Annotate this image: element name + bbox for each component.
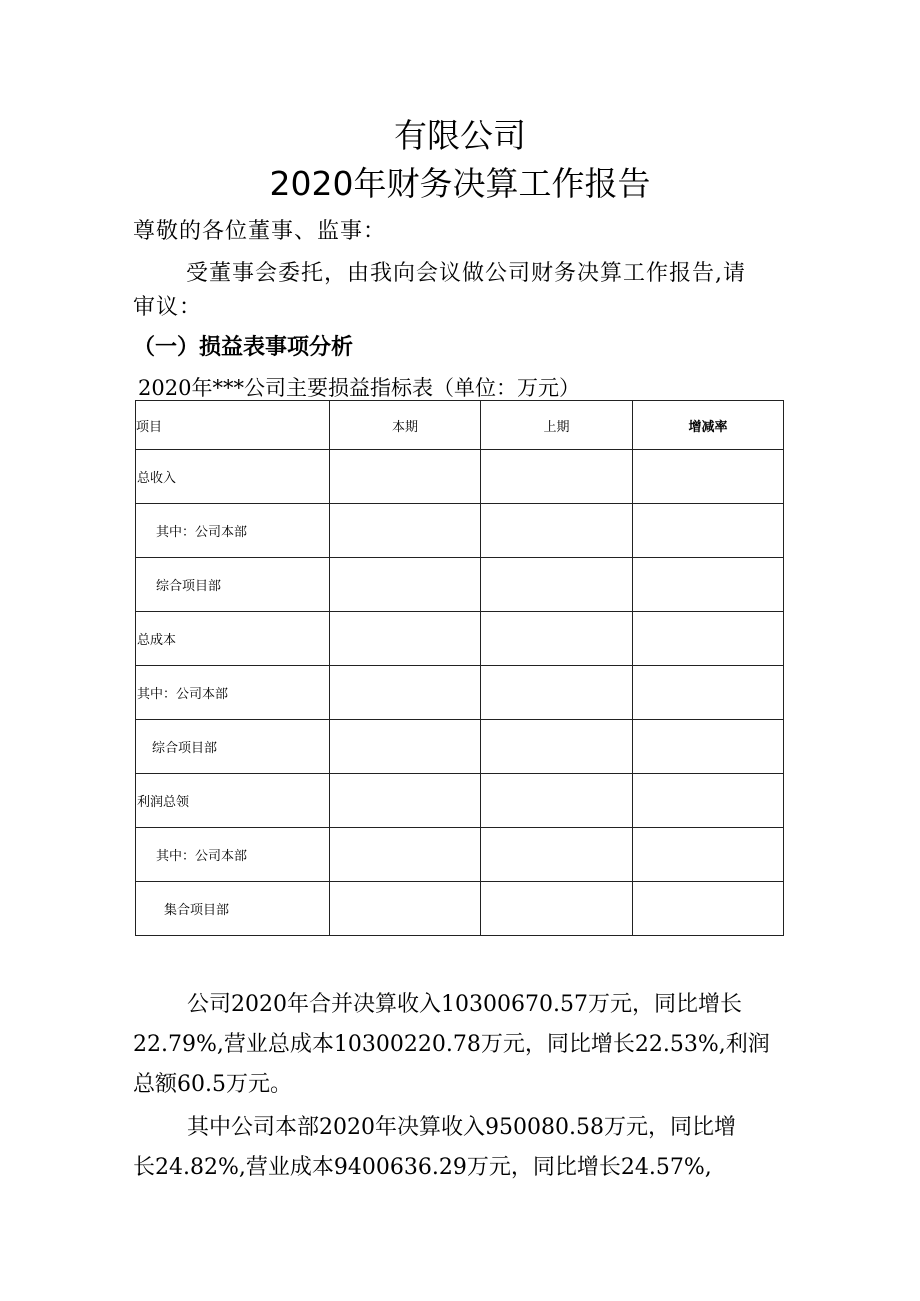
cell-current: [330, 666, 481, 720]
cell-previous: [481, 828, 633, 882]
section-heading: （一）损益表事项分析: [133, 335, 354, 360]
paragraph-line: 总额60.5万元。: [133, 1072, 292, 1097]
header-current-period: 本期: [330, 401, 481, 450]
intro-line-2: 审议：: [133, 295, 203, 320]
header-change-rate: 增减率: [633, 401, 784, 450]
cell-change: [633, 882, 784, 936]
cell-current: [330, 828, 481, 882]
income-indicator-table: [135, 400, 784, 936]
paragraph-line: 22.79%,营业总成本10300220.78万元，同比增长22.53%,利润: [133, 1032, 770, 1057]
row-label: 综合项目部: [136, 558, 330, 612]
cell-previous: [481, 504, 633, 558]
row-label: 总收入: [136, 450, 330, 504]
table-row: [136, 504, 784, 558]
cell-previous: [481, 612, 633, 666]
table-row: [136, 612, 784, 666]
row-label: 其中：公司本部: [136, 828, 330, 882]
cell-current: [330, 882, 481, 936]
summary-paragraph-headquarters: [133, 1108, 785, 1188]
table-row: [136, 774, 784, 828]
salutation: 尊敬的各位董事、监事：: [133, 219, 387, 244]
cell-current: [330, 450, 481, 504]
cell-current: [330, 720, 481, 774]
cell-previous: [481, 558, 633, 612]
row-label: 综合项目部: [136, 720, 330, 774]
cell-change: [633, 558, 784, 612]
table-row: [136, 450, 784, 504]
cell-change: [633, 828, 784, 882]
company-name-title: 有限公司: [394, 116, 526, 155]
paragraph-line: 其中公司本部2020年决算收入950080.58万元，同比增: [187, 1115, 736, 1140]
table-row: [136, 666, 784, 720]
row-label: 总成本: [136, 612, 330, 666]
header-previous-period: 上期: [481, 401, 633, 450]
table-header-row: [136, 401, 784, 450]
report-title: 2020年财务决算工作报告: [269, 164, 651, 203]
cell-current: [330, 612, 481, 666]
cell-previous: [481, 720, 633, 774]
row-label: 集合项目部: [136, 882, 330, 936]
paragraph-line: 公司2020年合并决算收入10300670.57万元，同比增长: [187, 992, 742, 1017]
cell-change: [633, 612, 784, 666]
header-item: 项目: [136, 401, 330, 450]
summary-paragraph-consolidated: [133, 985, 785, 1105]
cell-current: [330, 774, 481, 828]
row-label: 其中：公司本部: [136, 666, 330, 720]
row-label: 利润总领: [136, 774, 330, 828]
table-row: [136, 882, 784, 936]
cell-current: [330, 558, 481, 612]
table-row: [136, 828, 784, 882]
cell-change: [633, 450, 784, 504]
cell-previous: [481, 882, 633, 936]
cell-change: [633, 504, 784, 558]
cell-change: [633, 720, 784, 774]
table-row: [136, 558, 784, 612]
cell-previous: [481, 666, 633, 720]
cell-previous: [481, 774, 633, 828]
paragraph-line: 长24.82%,营业成本9400636.29万元，同比增长24.57%,: [133, 1155, 712, 1180]
intro-line-1: 受董事会委托，由我向会议做公司财务决算工作报告,请: [186, 261, 746, 286]
table-caption: 2020年***公司主要损益指标表（单位：万元）: [138, 376, 580, 400]
cell-previous: [481, 450, 633, 504]
cell-change: [633, 774, 784, 828]
row-label: 其中：公司本部: [136, 504, 330, 558]
table-row: [136, 720, 784, 774]
cell-current: [330, 504, 481, 558]
cell-change: [633, 666, 784, 720]
